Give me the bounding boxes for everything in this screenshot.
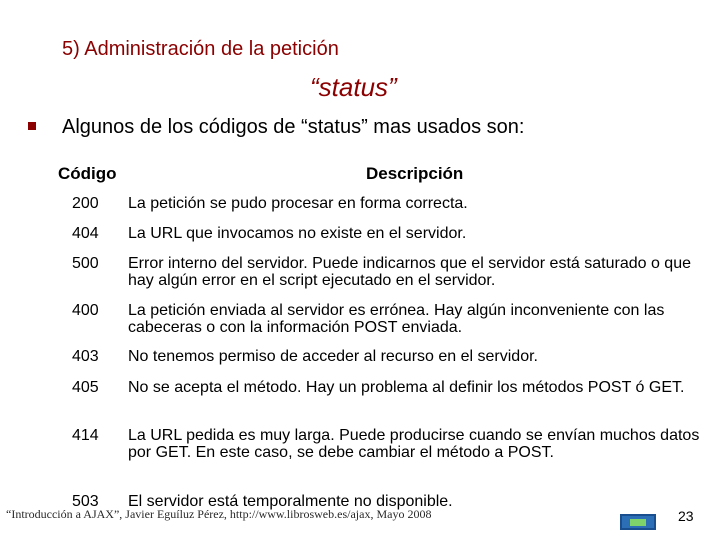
slide-subtitle: “status” [310,72,397,102]
logo-icon [620,514,656,530]
status-description: La URL que invocamos no existe en el servidor. [128,225,467,242]
status-description: La URL pedida es muy larga. Puede producirse cuando se envían muchos datos por GET. En este caso, se debe cambiar el método a POST. [128,427,700,461]
status-description: No tenemos permiso de acceder al recurso en el servidor. [128,348,538,365]
status-code: 400 [72,302,99,319]
column-header-description: Descripción [366,164,464,183]
status-code: 403 [72,348,99,365]
bullet-icon [28,122,36,130]
status-description: El servidor está temporalmente no disponible. [128,493,453,510]
status-description: La petición se pudo procesar en forma correcta. [128,195,468,212]
status-code: 405 [72,379,99,396]
status-code: 500 [72,255,99,272]
status-description: No se acepta el método. Hay un problema al definir los métodos POST ó GET. [128,379,685,396]
status-code: 503 [72,493,99,510]
page-number: 23 [678,508,694,524]
column-header-code: Código [58,164,117,183]
bullet-text: Algunos de los códigos de “status” mas usados son: [62,116,525,138]
status-description: Error interno del servidor. Puede indicarnos que el servidor está saturado o que hay algún error en el script ejecutado en el servidor. [128,255,691,289]
section-title: 5) Administración de la petición [62,38,339,60]
footer-citation: “Introducción a AJAX”, Javier Eguíluz Pérez, http://www.librosweb.es/ajax, Mayo 2008 [6,507,432,521]
status-code: 414 [72,427,99,444]
status-description: La petición enviada al servidor es errónea. Hay algún inconveniente con las cabeceras o con la información POST enviada. [128,302,665,336]
status-code: 200 [72,195,99,212]
status-code: 404 [72,225,99,242]
